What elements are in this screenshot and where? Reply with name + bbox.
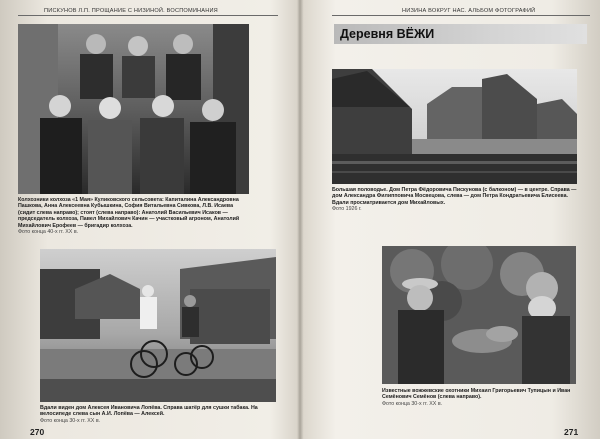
- caption-kolkhoz-date: Фото конца 40-х гг. XX в.: [18, 229, 79, 236]
- left-page: [0, 0, 298, 439]
- right-page: [302, 0, 600, 439]
- caption-flood: [332, 187, 577, 213]
- right-header-rule: [332, 15, 590, 16]
- caption-bicycles: [40, 405, 276, 424]
- caption-hunters-date: Фото конца 30-х гг. XX в.: [382, 400, 443, 407]
- photo-kolkhoz-workers: [18, 24, 249, 194]
- left-header-rule: [18, 15, 278, 16]
- caption-kolkhoz-text: Колхозники колхоза «1 Мая» Куликовского сельсовета: Капиталина Александровна Пашкова, Анна Алексеевна Кубышкина, София Витальевна Сивкова, Л.В. Исаева (сидит слева направо); стоят (слева направо): Анатолий Васильевич Исаков — председатель колхоза, Павел Михайлович Качин — участковый агроном, Анатолий Михайлович Ерофеев — бригадир колхоза.: [18, 197, 240, 229]
- caption-bicycles-date: Фото конца 30-х гг. XX в.: [40, 417, 101, 424]
- section-title: Деревня ВЁЖИ: [340, 27, 435, 41]
- caption-flood-text: Большая половодье. Дом Петра Фёдоровича Пискунова (с балконом) — в центре. Справа — дом Александра Филипповича Мосвецова, слева — дом Петра Кондратьевича Елисеева. Вдали просматривается дом Михайловых.: [332, 187, 577, 206]
- section-title-bar: [334, 24, 587, 44]
- right-page-number: 271: [564, 427, 579, 437]
- right-running-head: НИЗИНА ВОКРУГ НАС. АЛЬБОМ ФОТОГРАФИЙ: [402, 8, 536, 14]
- left-running-head: ПИСКУНОВ Л.П. ПРОЩАНИЕ С НИЗИНОЙ. ВОСПОМИНАНИЯ: [44, 8, 218, 14]
- caption-bicycles-text: Вдали виден дом Алексея Ивановича Лопёва. Справа шатёр для сушки табака. На велосипеде слева сын А.И. Лопёва — Алексей.: [40, 405, 258, 418]
- photo-flood-houses: [332, 69, 577, 184]
- caption-hunters-text: Известные вожжевские охотники Михаил Григорьевич Тупицын и Иван Семёнович Семёнов (слева направо).: [382, 388, 571, 401]
- photo-hunters: [382, 246, 576, 384]
- caption-kolkhoz-workers: [18, 197, 250, 235]
- caption-flood-date: Фото 1926 г.: [332, 206, 362, 213]
- photo-bicycles-village: [40, 249, 276, 402]
- left-page-number: 270: [30, 427, 45, 437]
- caption-hunters: [382, 388, 577, 407]
